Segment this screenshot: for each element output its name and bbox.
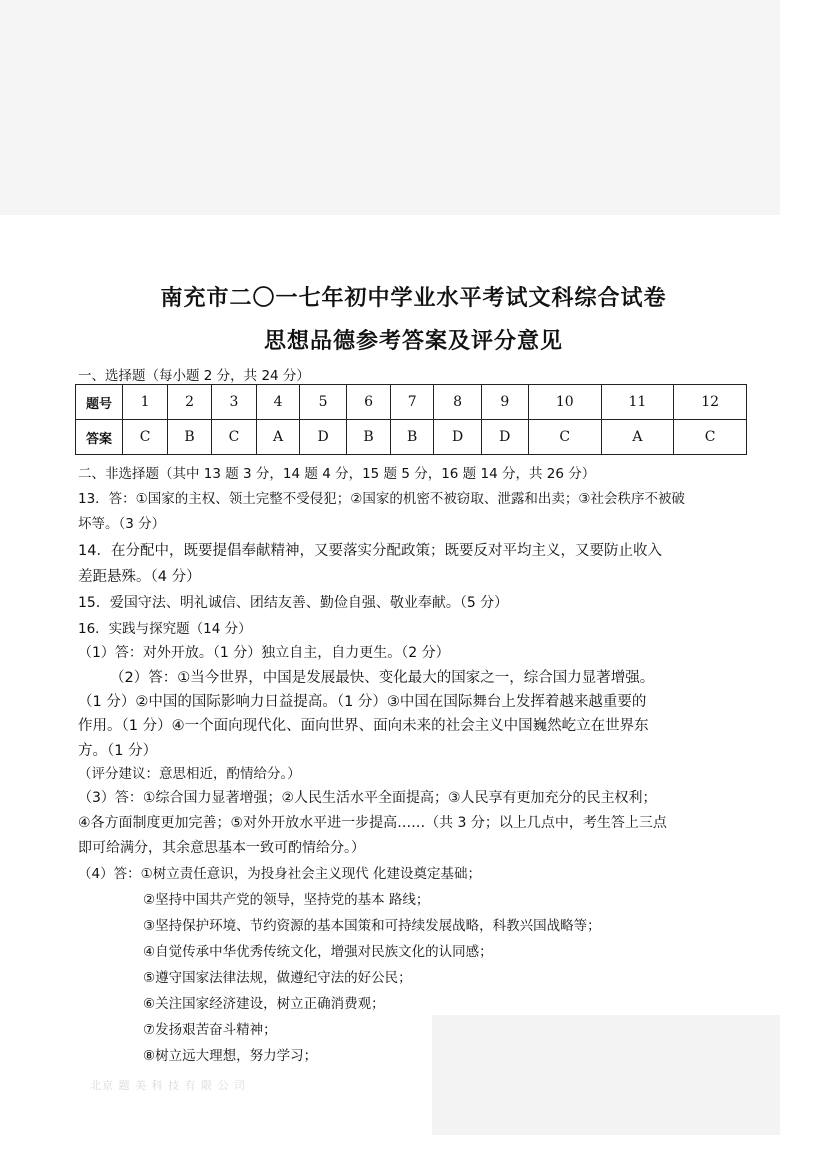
answer-16-2-line-2: （1 分）②中国的国际影响力日益提高。（1 分）③中国在国际舞台上发挥着越来越重要的 <box>78 694 647 710</box>
table-cell: 8 <box>434 385 481 420</box>
answer-16-2-line-4: 方。（1 分） <box>78 743 158 759</box>
table-cell: 10 <box>528 385 601 420</box>
answer-16-4-line-7: ⑦发扬艰苦奋斗精神； <box>143 1022 277 1038</box>
table-cell: D <box>434 420 481 455</box>
answer-16-2-line-1: （2）答：①当今世界，中国是发展最快、变化最大的国家之一，综合国力显著增强。 <box>110 670 655 686</box>
table-cell: 2 <box>168 385 212 420</box>
watermark-band <box>432 1015 780 1135</box>
table-cell: C <box>674 420 747 455</box>
table-cell: B <box>390 420 434 455</box>
table-cell: 11 <box>601 385 674 420</box>
top-blank-band <box>0 0 780 215</box>
table-row-answers <box>76 420 747 455</box>
table-cell: 4 <box>257 385 300 420</box>
answer-16-4-line-2: ②坚持中国共产党的领导，坚持党的基本 路线； <box>143 892 430 908</box>
answer-16-3-line-2: ④各方面制度更加完善；⑤对外开放水平进一步提高……（共 3 分；以上几点中，考生答上三点 <box>78 815 667 831</box>
table-cell: 1 <box>123 385 168 420</box>
table-cell: A <box>601 420 674 455</box>
table-cell: C <box>211 420 256 455</box>
table-header-number: 题号 <box>76 385 123 420</box>
table-cell: B <box>347 420 391 455</box>
table-cell: 12 <box>674 385 747 420</box>
answer-14-line-2: 差距悬殊。（4 分） <box>78 569 201 585</box>
answer-16-3-line-1: （3）答：①综合国力显著增强；②人民生活水平全面提高；③人民享有更加充分的民主权利； <box>78 790 657 806</box>
watermark-text: 北京 题 美 科 技 有 限 公 司 <box>90 1079 246 1092</box>
answer-16-4-line-1: （4）答：①树立责任意识，为投身社会主义现代 化建设奠定基础； <box>78 866 481 882</box>
answer-16-4-line-6: ⑥关注国家经济建设，树立正确消费观； <box>143 996 385 1012</box>
section-1-heading: 一、选择题（每小题 2 分，共 24 分） <box>78 368 310 384</box>
answer-15-line: 15．爱国守法、明礼诚信、团结友善、勤俭自强、敬业奉献。（5 分） <box>78 595 509 611</box>
answer-14-line-1: 14．在分配中，既要提倡奉献精神，又要落实分配政策；既要反对平均主义，又要防止收入 <box>78 543 662 559</box>
table-cell: C <box>123 420 168 455</box>
answer-16-4-line-8: ⑧树立远大理想，努力学习； <box>143 1048 318 1064</box>
answer-16-1: （1）答：对外开放。（1 分）独立自主，自力更生。（2 分） <box>78 645 450 661</box>
table-cell: 6 <box>347 385 391 420</box>
page-subtitle: 思想品德参考答案及评分意见 <box>263 328 563 354</box>
page-title: 南充市二〇一七年初中学业水平考试文科综合试卷 <box>160 285 667 311</box>
answer-13-line-2: 坏等。（3 分） <box>78 516 166 532</box>
answer-16-3-line-3: 即可给满分，其余意思基本一致可酌情给分。） <box>78 840 365 856</box>
table-header-answer: 答案 <box>76 420 123 455</box>
table-cell: 5 <box>300 385 347 420</box>
table-cell: 7 <box>390 385 434 420</box>
table-cell: D <box>300 420 347 455</box>
answer-16-2-line-3: 作用。（1 分）④一个面向现代化、面向世界、面向未来的社会主义中国巍然屹立在世界东 <box>78 718 649 734</box>
answer-table <box>75 384 747 455</box>
answer-16-4-line-3: ③坚持保护环境、节约资源的基本国策和可持续发展战略，科教兴国战略等； <box>143 918 601 934</box>
table-row-numbers <box>76 385 747 420</box>
table-cell: C <box>528 420 601 455</box>
answer-16-4-line-4: ④自觉传承中华优秀传统文化，增强对民族文化的认同感； <box>143 944 493 960</box>
table-cell: 3 <box>211 385 256 420</box>
table-cell: B <box>168 420 212 455</box>
answer-16-heading: 16．实践与探究题（14 分） <box>78 621 252 637</box>
table-cell: D <box>481 420 528 455</box>
section-2-heading: 二、非选择题（其中 13 题 3 分，14 题 4 分，15 题 5 分，16 题 14 分，共 26 分） <box>78 466 596 482</box>
answer-13-line-1: 13．答：①国家的主权、领土完整不受侵犯；②国家的机密不被窃取、泄露和出卖；③社会秩序不被破 <box>78 491 685 507</box>
scoring-note: （评分建议：意思相近，酌情给分。） <box>78 766 301 782</box>
table-cell: A <box>257 420 300 455</box>
answer-16-4-line-5: ⑤遵守国家法律法规，做遵纪守法的好公民； <box>143 970 412 986</box>
table-cell: 9 <box>481 385 528 420</box>
